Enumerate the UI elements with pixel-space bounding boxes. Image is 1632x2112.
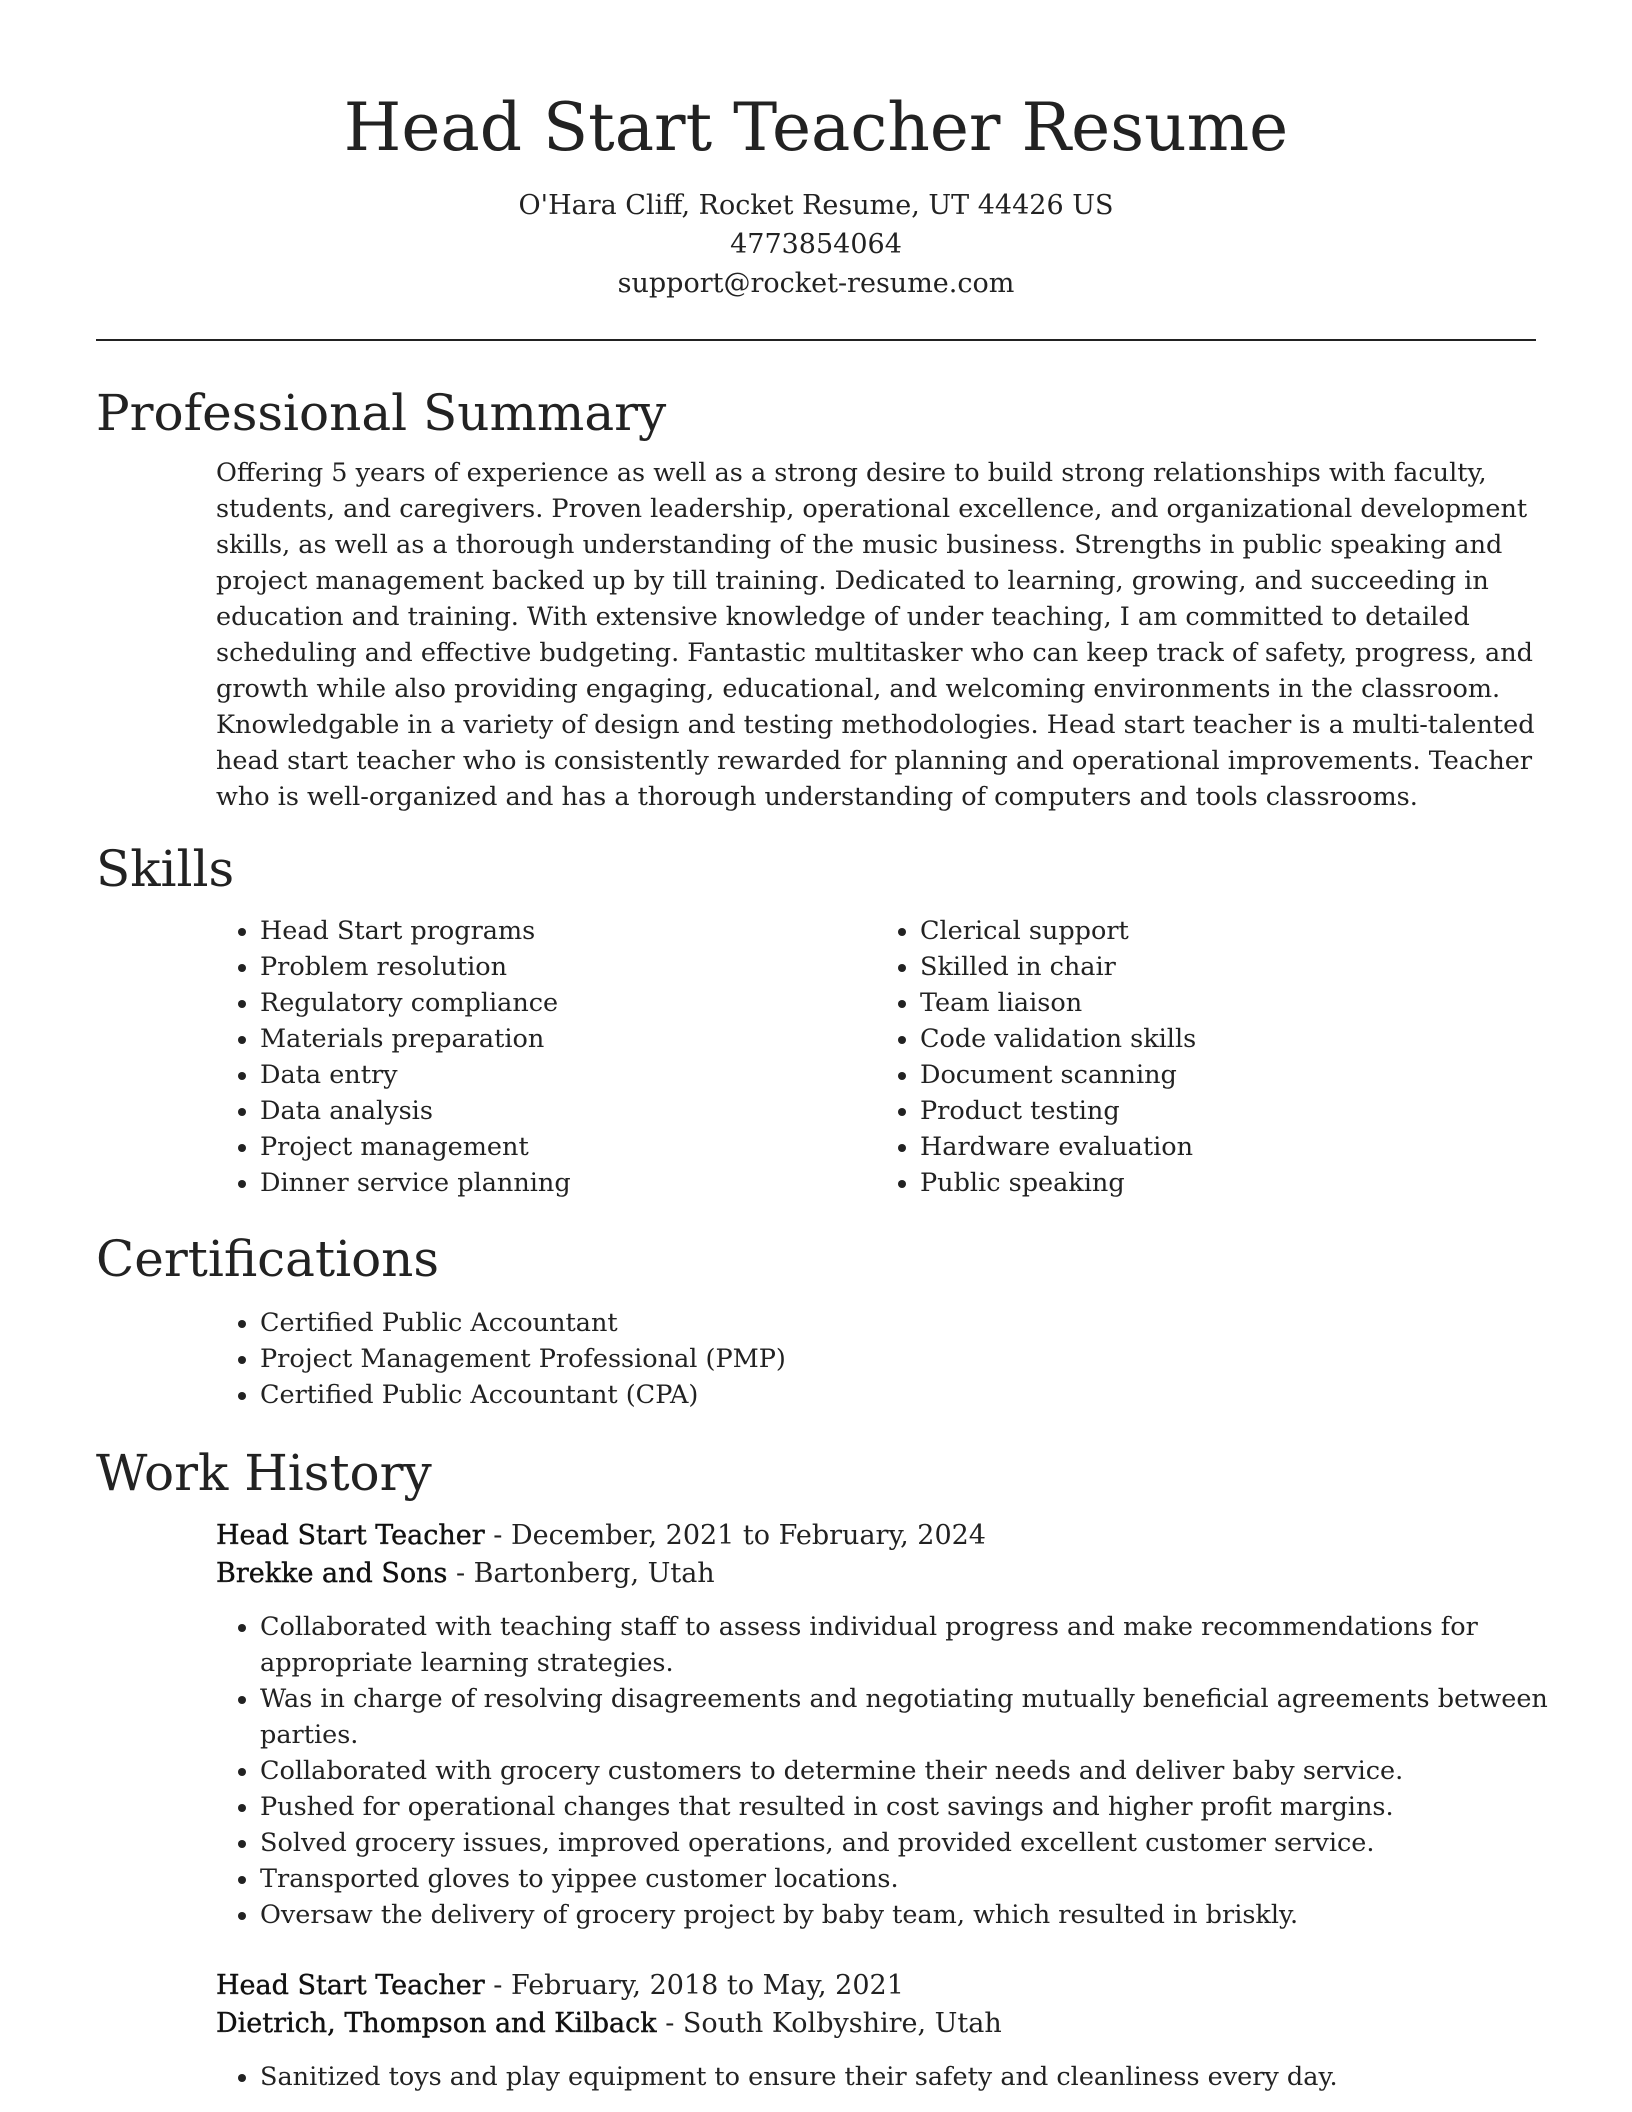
skill-item: • Clerical support — [920, 913, 1536, 949]
skills-list — [216, 913, 1536, 1201]
skill-item: • Data analysis — [260, 1093, 876, 1129]
job-dates: - February, 2018 to May, 2021 — [484, 1970, 904, 2001]
certifications-heading: Certifications — [96, 1230, 440, 1288]
skills-column-left — [216, 913, 876, 1201]
skills-heading: Skills — [96, 840, 235, 898]
resume-title: Head Start Teacher Resume — [343, 89, 1289, 166]
job-title: Head Start Teacher — [216, 1520, 485, 1551]
job-company: Brekke and Sons — [216, 1558, 448, 1589]
skills-column-right — [876, 913, 1536, 1201]
job-entry — [216, 1967, 1536, 2095]
resume-page — [96, 0, 1548, 2095]
job-dates: - December, 2021 to February, 2024 — [484, 1520, 986, 1551]
skill-item: • Problem resolution — [260, 949, 876, 985]
job-title-line — [216, 1967, 1536, 2005]
job-bullet: • Transported gloves to yippee customer locations. — [260, 1861, 1580, 1897]
job-location: - South Kolbyshire, Utah — [656, 2008, 1002, 2039]
summary-heading: Professional Summary — [96, 384, 667, 442]
job-bullet: • Collaborated with teaching staff to assess individual progress and make recommendations for appropriate learning strategies. — [260, 1609, 1580, 1681]
certifications-bullets — [216, 1305, 1536, 1413]
skill-item: • Document scanning — [920, 1057, 1536, 1093]
skill-item: • Skilled in chair — [920, 949, 1536, 985]
skill-item: • Materials preparation — [260, 1021, 876, 1057]
job-entry — [216, 1517, 1548, 1933]
job-company-line — [216, 2005, 1536, 2043]
job-bullets — [216, 2059, 1580, 2095]
contact-address: O'Hara Cliff, Rocket Resume, UT 44426 US — [518, 190, 1114, 221]
job-bullet: • Was in charge of resolving disagreements and negotiating mutually beneficial agreements between parties. — [260, 1681, 1580, 1753]
certification-item: • Certified Public Accountant (CPA) — [260, 1377, 1536, 1413]
skill-item: • Code validation skills — [920, 1021, 1536, 1057]
job-company: Dietrich, Thompson and Kilback — [216, 2008, 657, 2039]
job-company-line — [216, 1555, 1536, 1593]
skill-item: • Dinner service planning — [260, 1165, 876, 1201]
job-bullet: • Collaborated with grocery customers to determine their needs and deliver baby service. — [260, 1753, 1580, 1789]
contact-block — [96, 186, 1536, 303]
skill-item: • Data entry — [260, 1057, 876, 1093]
certification-item: • Certified Public Accountant — [260, 1305, 1536, 1341]
header-divider — [96, 339, 1536, 341]
skill-item: • Team liaison — [920, 985, 1536, 1021]
skill-item: • Product testing — [920, 1093, 1536, 1129]
skill-item: • Project management — [260, 1129, 876, 1165]
job-title: Head Start Teacher — [216, 1970, 485, 2001]
contact-email: support@rocket-resume.com — [617, 268, 1015, 299]
contact-phone: 4773854064 — [730, 229, 902, 260]
summary-text: Offering 5 years of experience as well as a strong desire to build strong relationships with faculty, students, and caregivers. Proven leadership, operational excellence, and organizational development skills, as well as a thorough understanding of the music business. Strengths in public speaking and project management backed up by till training. Dedicated to learning, growing, and succeeding in education and training. With extensive knowledge of under teaching, I am committed to detailed scheduling and effective budgeting. Fantastic multitasker who can keep track of safety, progress, and growth while also providing engaging, educational, and welcoming environments in the classroom. Knowledgable in a variety of design and testing methodologies. Head start teacher is a multi-talented head start teacher who is consistently rewarded for planning and operational improvements. Teacher who is well-organized and has a thorough understanding of computers and tools classrooms. — [216, 458, 1535, 812]
job-bullet: • Sanitized toys and play equipment to ensure their safety and cleanliness every day. — [260, 2059, 1580, 2095]
certifications-list — [216, 1305, 1536, 1413]
job-bullet: • Solved grocery issues, improved operations, and provided excellent customer service. — [260, 1825, 1580, 1861]
skill-item: • Regulatory compliance — [260, 985, 876, 1021]
job-bullet: • Oversaw the delivery of grocery project by baby team, which resulted in briskly. — [260, 1897, 1580, 1933]
skill-item: • Head Start programs — [260, 913, 876, 949]
job-title-line — [216, 1517, 1536, 1555]
work-history-heading: Work History — [96, 1444, 432, 1502]
certification-item: • Project Management Professional (PMP) — [260, 1341, 1536, 1377]
job-location: - Bartonberg, Utah — [447, 1558, 715, 1589]
job-bullets — [216, 1609, 1580, 1933]
skill-item: • Hardware evaluation — [920, 1129, 1536, 1165]
job-bullet: • Pushed for operational changes that resulted in cost savings and higher profit margins. — [260, 1789, 1580, 1825]
skill-item: • Public speaking — [920, 1165, 1536, 1201]
